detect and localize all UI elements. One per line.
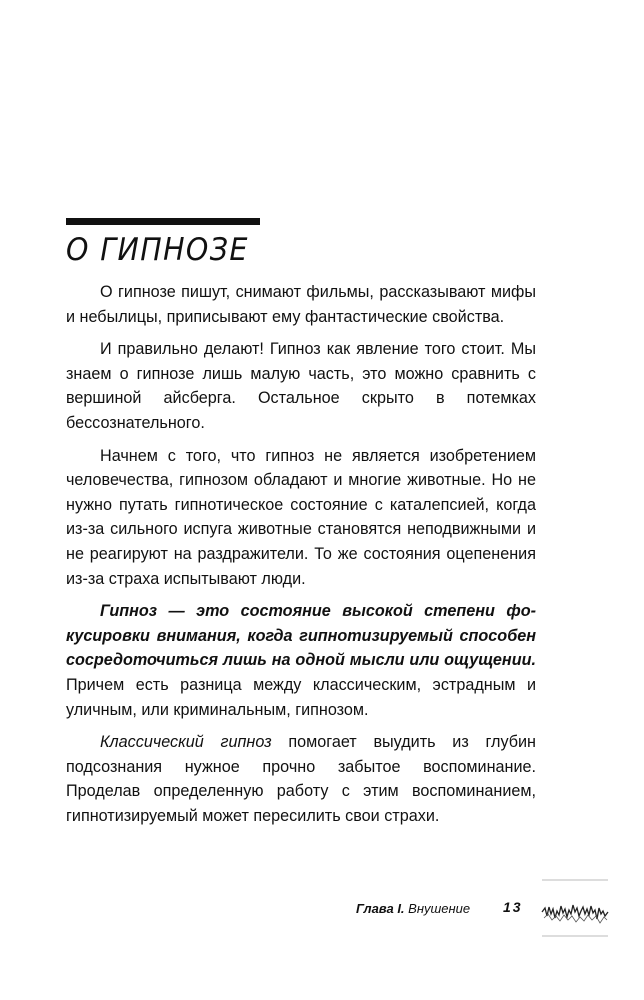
chapter-label: Глава I. <box>356 901 405 916</box>
paragraph-1: О гипнозе пишут, снимают фильмы, рассказывают мифы и небылицы, приписывают ему фантастические свойства. <box>66 283 536 326</box>
chapter-title: Внушение <box>404 901 471 916</box>
page-number: 13 <box>503 899 523 915</box>
brainwave-decoration-icon <box>540 878 610 938</box>
hypnosis-definition: Гипноз — это состояние высокой степени фокусировки внимания, когда гипнотизируемый способен сосредоточиться лишь на одной мысли или ощущении. <box>66 602 536 670</box>
running-footer <box>356 901 470 916</box>
paragraph-5 <box>66 730 536 828</box>
paragraph-4 <box>66 599 536 722</box>
page-title: О ГИПНОЗЕ <box>66 232 249 268</box>
classic-hypnosis-term: Классический гипноз <box>100 733 272 752</box>
paragraph-4-rest: Причем есть разница между классическим, эстрадным и уличным, или криминальным, гипнозом. <box>66 675 536 719</box>
paragraph-5-rest: помогает выудить из глубин подсознания нужное прочно забытое воспоминание. Проделав определенную работу с этим воспоминанием, гипнотизируемый может пересилить свои страхи. <box>66 733 536 825</box>
paragraph-2: И правильно делают! Гипноз как явление того стоит. Мы знаем о гипнозе лишь малую часть, это можно сравнить с вершиной айсберга. Остальное скрыто в потемках бессознательного. <box>66 340 536 432</box>
heading-rule <box>66 218 260 225</box>
body-text <box>66 280 536 836</box>
paragraph-3: Начнем с того, что гипноз не является изобретением человечества, гипнозом обладают и многие животные. Но не нужно путать гипнотическое состояние с каталепсией, когда из-за сильного испуга животные становятся неподвижными и не реагируют на раздражители. То же состояния оцепенения из-за страха испытывают люди. <box>66 446 536 588</box>
